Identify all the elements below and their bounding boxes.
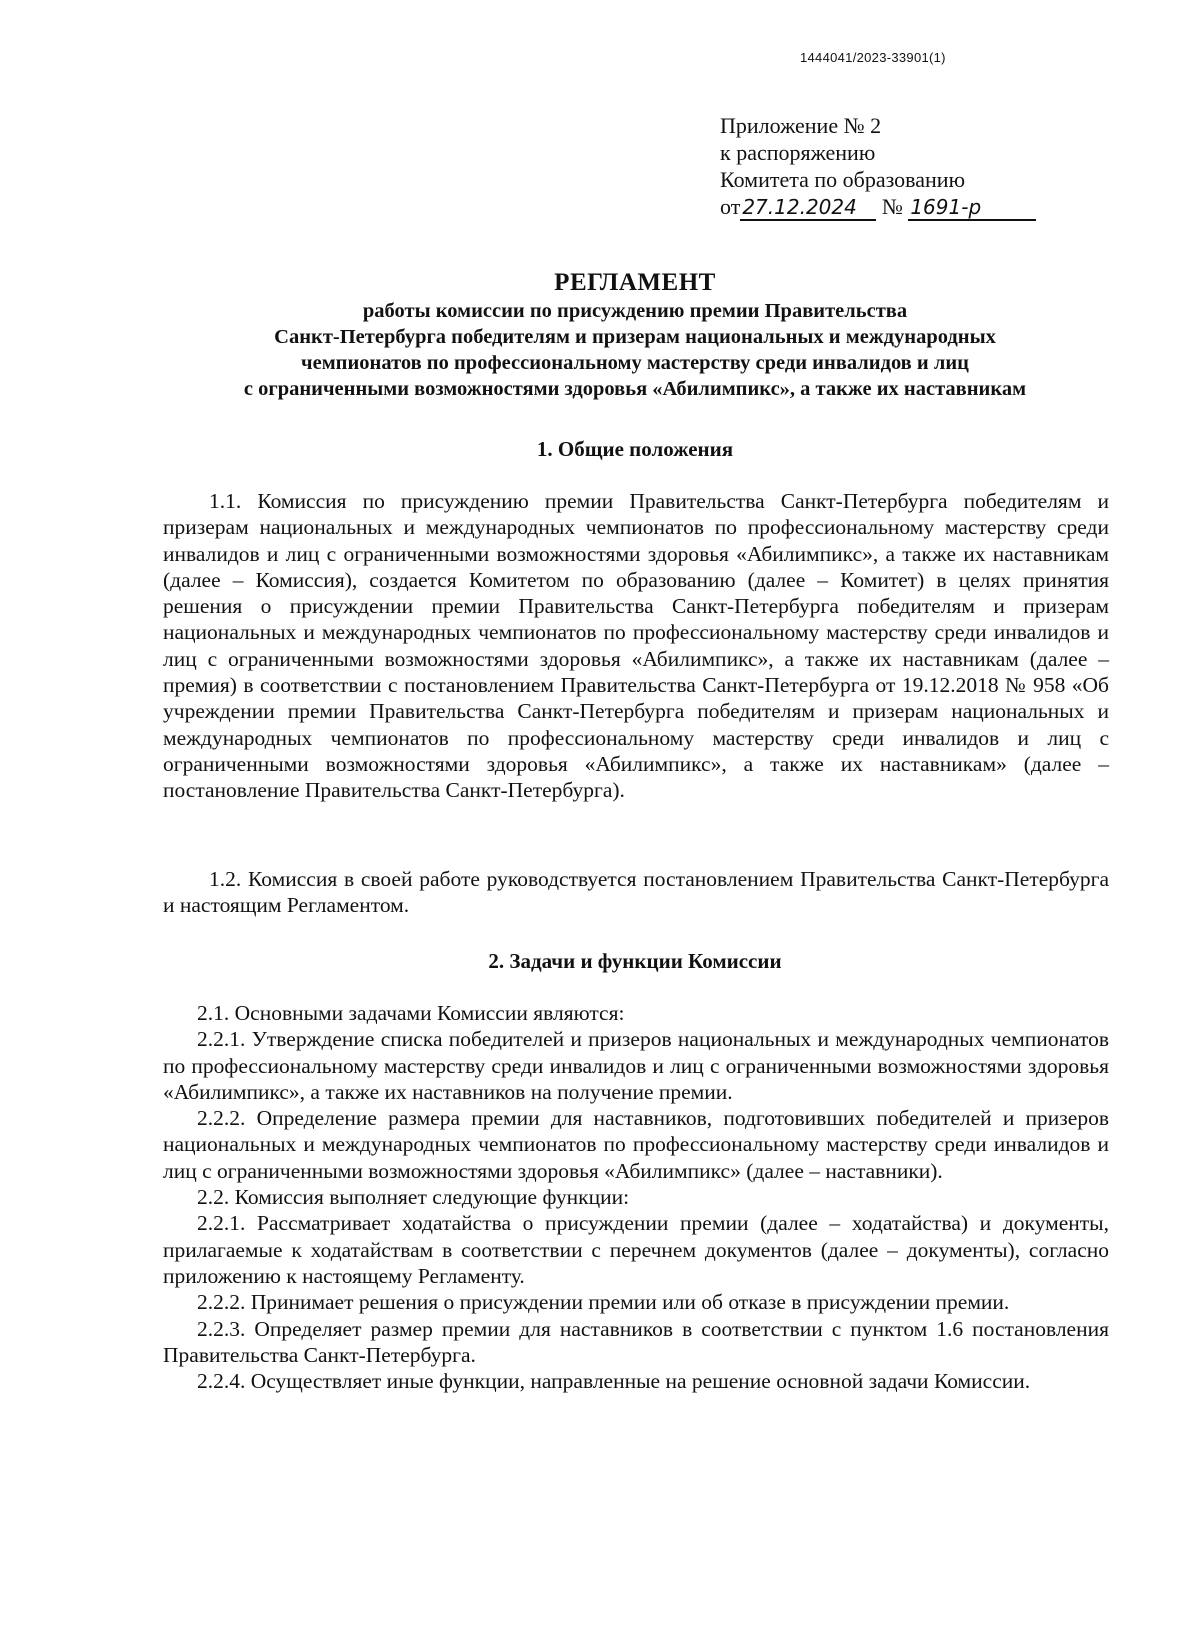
paragraph-2-2-4-function: 2.2.4. Осуществляет иные функции, направленные на решение основной задачи Комиссии. — [197, 1369, 1031, 1394]
section-2-body — [163, 1000, 1109, 1394]
document-registration-number: 1444041/2023-33901(1) — [800, 50, 946, 65]
paragraph-2-2: 2.2. Комиссия выполняет следующие функции: — [197, 1185, 630, 1210]
appendix-header — [720, 112, 1050, 221]
paragraph-1-1: 1.1. Комиссия по присуждению премии Правительства Санкт-Петербурга победителям и призерам национальных и международных чемпионатов по профессиональному мастерству среди инвалидов и лиц с ограниченными возможностями здоровья «Абилимпикс», а также их наставникам (далее – Комиссия), создается Комитетом по образованию (далее – Комитет) в целях принятия решения о присуждении премии Правительства Санкт-Петербурга победителям и призерам национальных и международных чемпионатов по профессиональному мастерству среди инвалидов и лиц с ограниченными возможностями здоровья «Абилимпикс», а также их наставникам (далее – премия) в соответствии с постановлением Правительства Санкт-Петербурга от 19.12.2018 № 958 «Об учреждении премии Правительства Санкт-Петербурга победителям и призерам национальных и международных чемпионатов по профессиональному мастерству среди инвалидов и лиц с ограниченными возможностями здоровья «Абилимпикс», а также их наставникам» (далее – постановление Правительства Санкт-Петербурга). — [163, 489, 1109, 803]
document-title: РЕГЛАМЕНТ — [554, 269, 716, 296]
paragraph-2-1: 2.1. Основными задачами Комиссии являются: — [197, 1001, 625, 1025]
paragraph-1-2: 1.2. Комиссия в своей работе руководствуется постановлением Правительства Санкт-Петербурга и настоящим Регламентом. — [163, 867, 1109, 918]
section-1-heading: 1. Общие положения — [536, 437, 734, 461]
document-subtitle-line-3: чемпионатов по профессиональному мастерству среди инвалидов и лиц — [301, 352, 969, 374]
appendix-committee: Комитета по образованию — [720, 167, 966, 192]
handwritten-order-number: 1691-р — [908, 195, 1036, 221]
paragraph-2-2-3-function: 2.2.3. Определяет размер премии для наставников в соответствии с пунктом 1.6 постановления Правительства Санкт-Петербурга. — [163, 1316, 1109, 1367]
order-number-label: № — [881, 194, 903, 219]
section-2-heading: 2. Задачи и функции Комиссии — [488, 949, 782, 973]
paragraph-2-2-1-function: 2.2.1. Рассматривает ходатайства о присуждении премии (далее – ходатайства) и документы, прилагаемые к ходатайствам в соответствии с перечнем документов (далее – документы), согласно приложению к настоящему Регламенту. — [163, 1211, 1109, 1288]
document-subtitle-line-1: работы комиссии по присуждению премии Правительства — [362, 300, 908, 322]
document-title-block — [160, 268, 1110, 402]
order-date-number-line — [720, 193, 1050, 221]
handwritten-order-date: 27.12.2024 — [740, 195, 876, 221]
paragraph-2-2-1-task: 2.2.1. Утверждение списка победителей и призеров национальных и международных чемпионатов по профессиональному мастерству среди инвалидов и лиц с ограниченными возможностями здоровья «Абилимпикс», а также их наставников на получение премии. — [163, 1027, 1109, 1104]
order-from-label: от — [720, 194, 741, 219]
paragraph-2-2-2-task: 2.2.2. Определение размера премии для наставников, подготовивших победителей и призеров национальных и международных чемпионатов по профессиональному мастерству среди инвалидов и лиц с ограниченными возможностями здоровья «Абилимпикс» (далее – наставники). — [163, 1106, 1109, 1183]
document-subtitle-line-2: Санкт-Петербурга победителям и призерам национальных и международных — [274, 326, 996, 348]
appendix-order-ref: к распоряжению — [720, 140, 876, 165]
appendix-number: Приложение № 2 — [720, 113, 882, 138]
paragraph-2-2-2-function: 2.2.2. Принимает решения о присуждении премии или об отказе в присуждении премии. — [197, 1290, 1010, 1315]
document-subtitle-line-4: с ограниченными возможностями здоровья «Абилимпикс», а также их наставникам — [243, 378, 1027, 400]
